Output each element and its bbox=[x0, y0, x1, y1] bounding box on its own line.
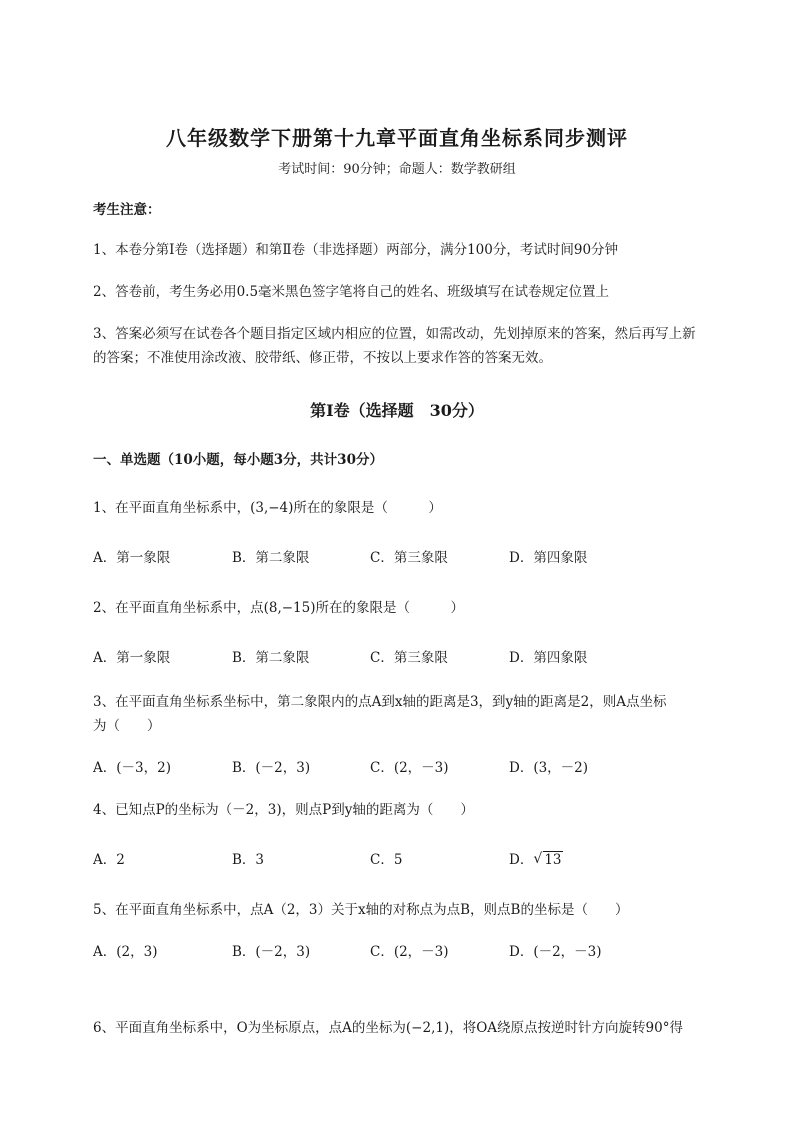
question-1-stem: 1、在平面直角坐标系中，(3,−4)所在的象限是（ ） bbox=[93, 500, 442, 516]
notice-item-3: 3、答案必须写在试卷各个题目指定区域内相应的位置，如需改动，先划掉原来的答案，然后再写上新 bbox=[93, 326, 696, 342]
option-d[interactable]: D．第四象限 bbox=[509, 650, 588, 666]
option-d[interactable]: D．(－2，－3) bbox=[509, 944, 602, 960]
question-6-stem: 6、平面直角坐标系中，O为坐标原点，点A的坐标为(−2,1)，将OA绕原点按逆时针方向旋转90°得 bbox=[93, 1020, 683, 1036]
option-b[interactable]: B．(－2，3) bbox=[232, 944, 311, 960]
question-3-stem: 3、在平面直角坐标系坐标中，第二象限内的点A到x轴的距离是3，到y轴的距离是2，则A点坐标 bbox=[93, 694, 667, 710]
question-5-options bbox=[93, 940, 753, 964]
option-c[interactable]: C．5 bbox=[370, 852, 403, 868]
option-a[interactable]: A．2 bbox=[93, 852, 125, 868]
question-5-stem: 5、在平面直角坐标系中，点A（2，3）关于x轴的对称点为点B，则点B的坐标是（ ） bbox=[93, 902, 629, 918]
question-4-stem: 4、已知点P的坐标为（－2，3)，则点P到y轴的距离为（ ） bbox=[93, 802, 474, 818]
question-1-options bbox=[93, 546, 753, 570]
option-d[interactable]: D．(3，－2) bbox=[509, 760, 589, 776]
option-a[interactable]: A．第一象限 bbox=[93, 650, 171, 666]
option-b[interactable]: B．(－2，3) bbox=[232, 760, 311, 776]
option-d[interactable] bbox=[509, 848, 563, 872]
page-title: 八年级数学下册第十九章平面直角坐标系同步测评 bbox=[166, 126, 628, 150]
part-title: 一、单选题（10小题，每小题3分，共计30分） bbox=[93, 452, 383, 468]
option-b[interactable]: B．第二象限 bbox=[232, 550, 310, 566]
option-c[interactable]: C．第三象限 bbox=[370, 550, 448, 566]
option-a[interactable]: A．第一象限 bbox=[93, 550, 171, 566]
sqrt-radicand: 13 bbox=[544, 852, 562, 868]
notice-heading: 考生注意： bbox=[93, 202, 161, 218]
option-d[interactable]: D．第四象限 bbox=[509, 550, 588, 566]
option-c[interactable]: C．第三象限 bbox=[370, 650, 448, 666]
section-title: 第I卷（选择题 30分） bbox=[310, 401, 484, 420]
question-3-stem-cont: 为（ ） bbox=[93, 718, 161, 734]
question-3-options bbox=[93, 756, 753, 780]
question-4-options bbox=[93, 848, 753, 872]
option-d-label: D． bbox=[509, 852, 534, 868]
option-b[interactable]: B．3 bbox=[232, 852, 265, 868]
option-c[interactable]: C．(2，－3) bbox=[370, 944, 449, 960]
notice-item-1: 1、本卷分第I卷（选择题）和第Ⅱ卷（非选择题）两部分，满分100分，考试时间90分钟 bbox=[93, 242, 619, 258]
notice-item-2: 2、答卷前，考生务必用0.5毫米黑色签字笔将自己的姓名、班级填写在试卷规定位置上 bbox=[93, 284, 610, 300]
option-b[interactable]: B．第二象限 bbox=[232, 650, 310, 666]
option-a[interactable]: A．(2，3) bbox=[93, 944, 158, 960]
exam-subtitle: 考试时间：90分钟；命题人：数学教研组 bbox=[278, 162, 516, 177]
notice-item-3-cont: 的答案；不准使用涂改液、胶带纸、修正带，不按以上要求作答的答案无效。 bbox=[93, 350, 552, 366]
option-a[interactable]: A．(－3，2) bbox=[93, 760, 171, 776]
question-2-options bbox=[93, 646, 753, 670]
question-2-stem: 2、在平面直角坐标系中，点(8,−15)所在的象限是（ ） bbox=[93, 600, 464, 616]
option-c[interactable]: C．(2，－3) bbox=[370, 760, 449, 776]
sqrt-symbol bbox=[533, 848, 562, 872]
